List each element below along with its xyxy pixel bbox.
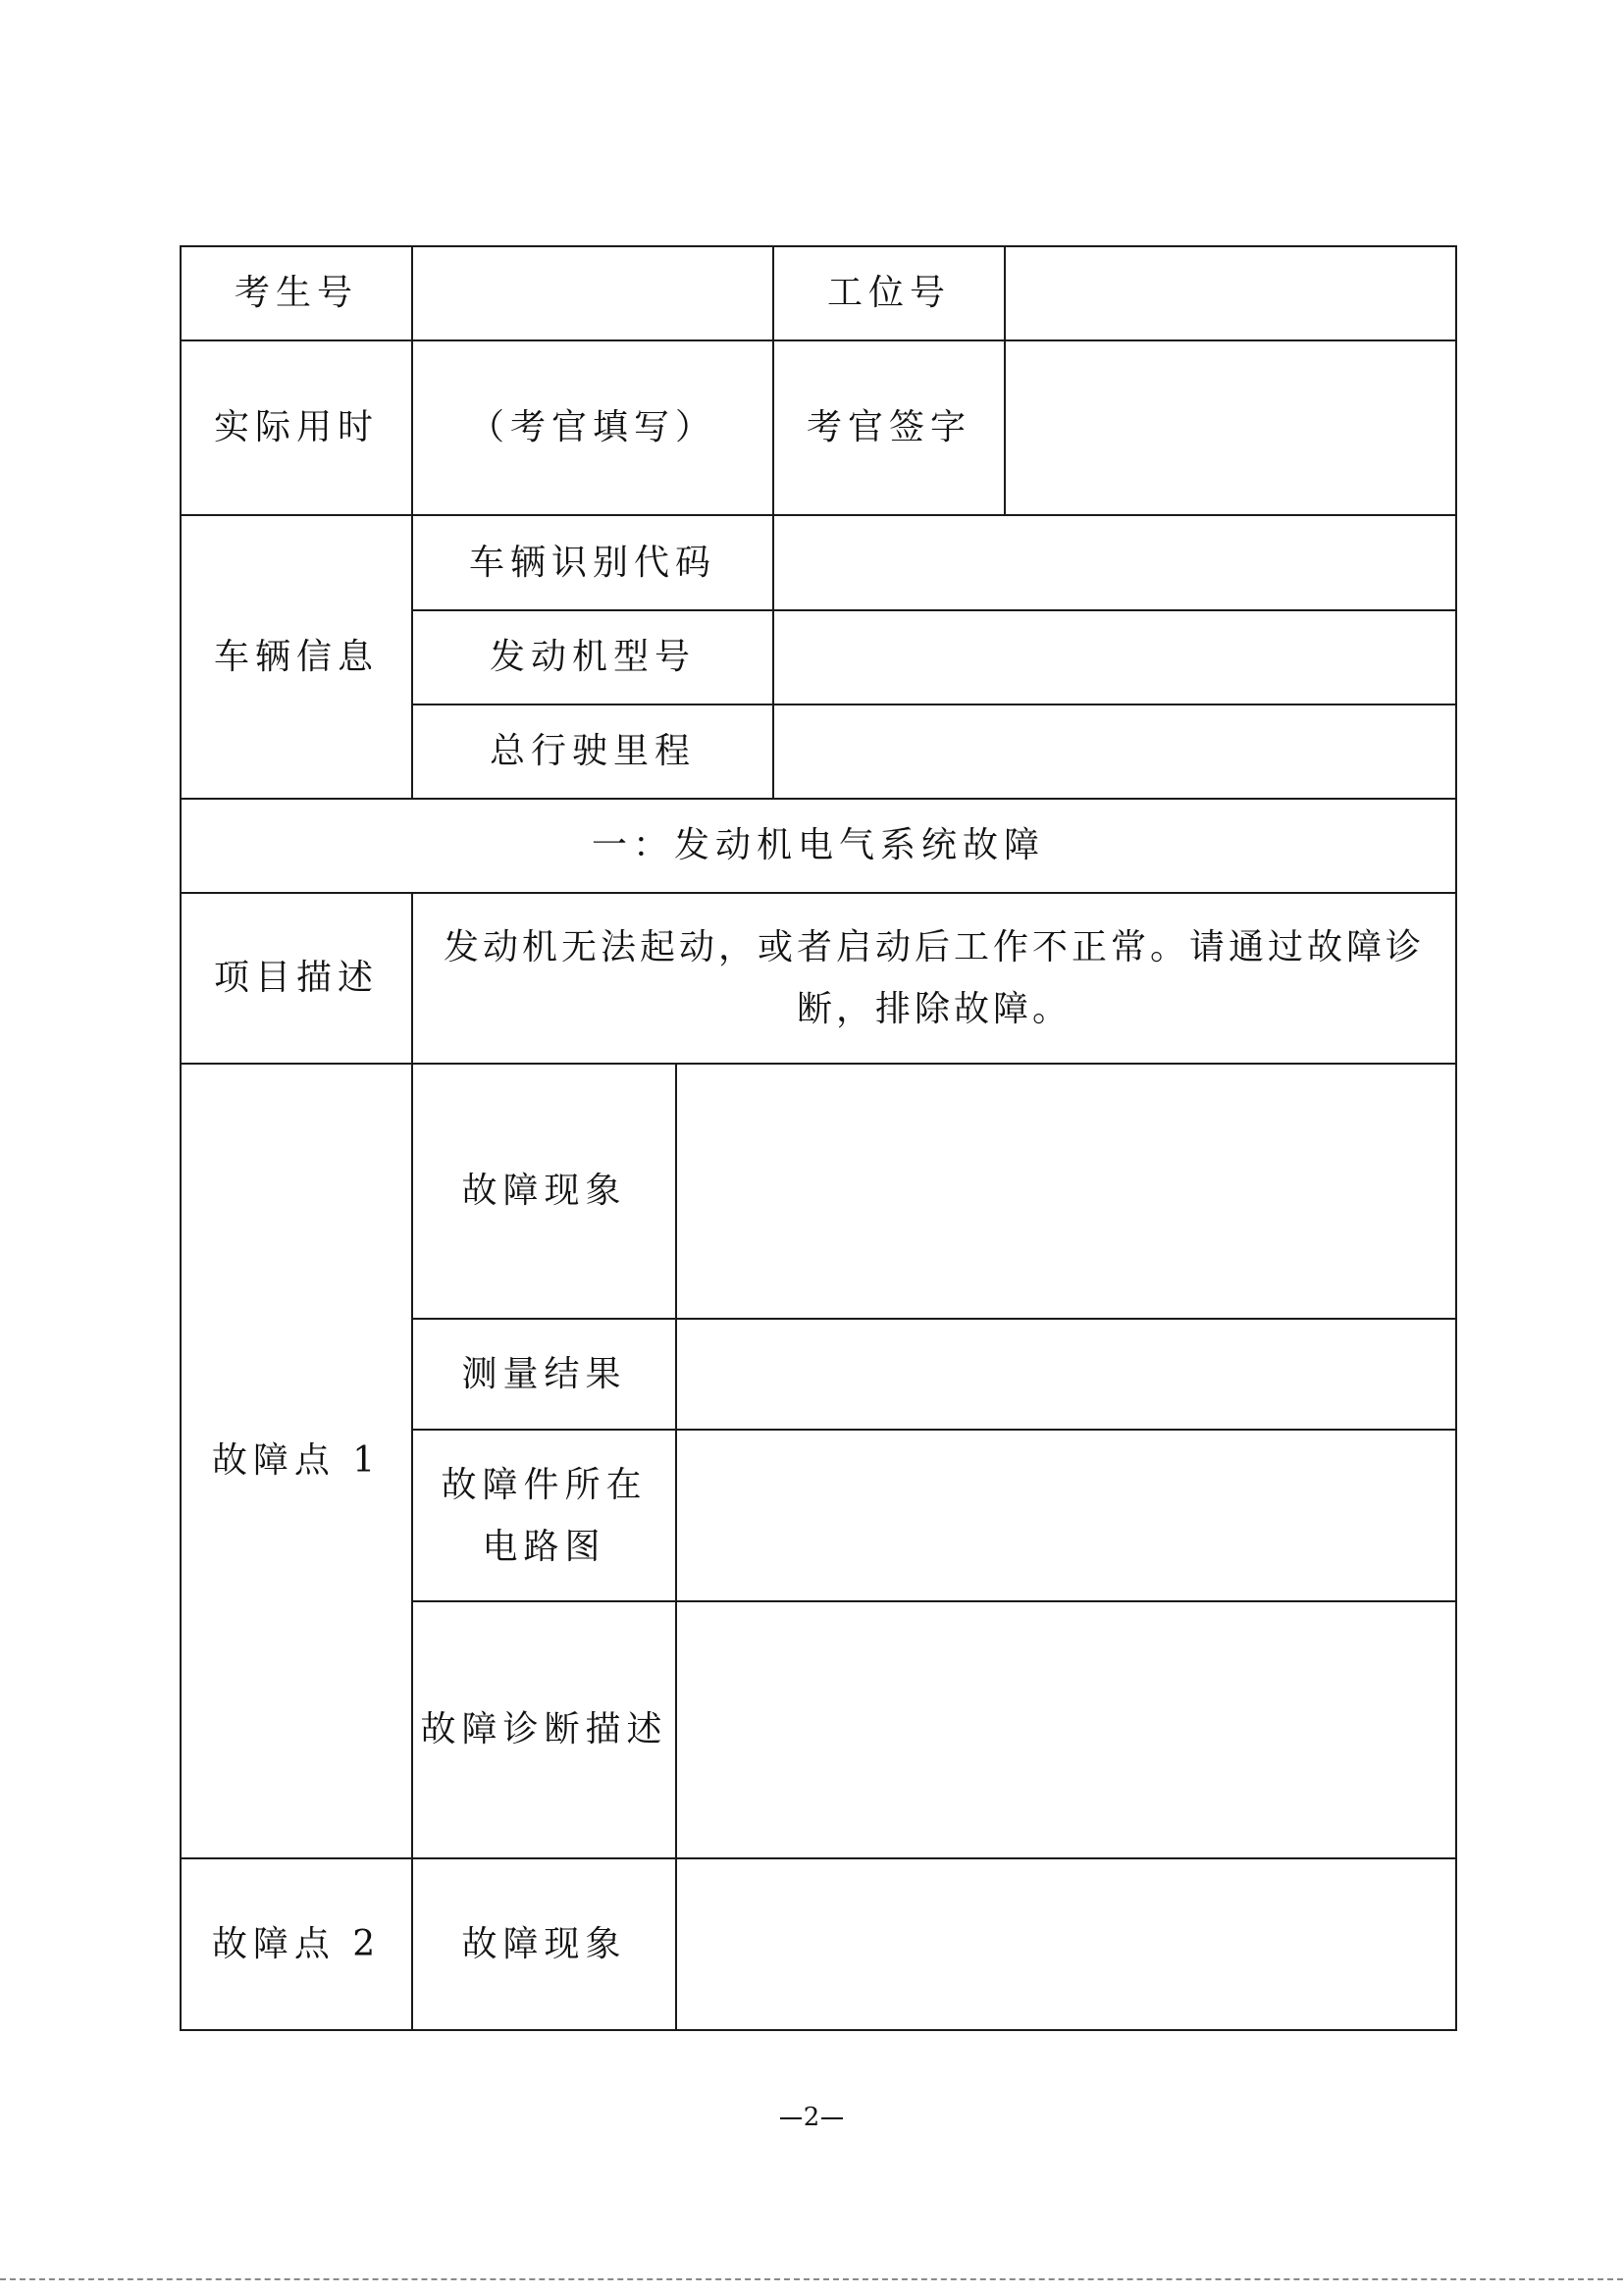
section-title-row [181, 799, 1456, 893]
vin-label: 车辆识别代码 [412, 515, 773, 610]
fault1-symptom-field[interactable] [676, 1064, 1456, 1319]
section-title: 一：发动机电气系统故障 [181, 799, 1456, 893]
vin-field[interactable] [773, 515, 1456, 610]
mileage-label: 总行驶里程 [412, 704, 773, 799]
fault2-symptom-label: 故障现象 [412, 1858, 676, 2030]
fault1-measurement-field[interactable] [676, 1319, 1456, 1430]
vin-row [181, 515, 1456, 610]
examiner-sign-label: 考官签字 [773, 340, 1005, 515]
fault2-symptom-row [181, 1858, 1456, 2030]
fault-point-1-label: 故障点 1 [181, 1064, 412, 1858]
candidate-no-field[interactable] [412, 246, 773, 340]
page-number-value: 2 [803, 2103, 820, 2132]
fault1-diagnosis-label: 故障诊断描述 [412, 1601, 676, 1858]
project-desc-label: 项目描述 [181, 893, 412, 1064]
project-desc-row [181, 893, 1456, 1064]
candidate-no-label: 考生号 [181, 246, 412, 340]
station-no-field[interactable] [1005, 246, 1456, 340]
exam-record-form [180, 245, 1457, 2031]
actual-time-label: 实际用时 [181, 340, 412, 515]
page-number-dash-right [821, 2117, 843, 2119]
bottom-scan-rule [0, 2278, 1623, 2280]
fault2-symptom-field[interactable] [676, 1858, 1456, 2030]
fault1-symptom-label: 故障现象 [412, 1064, 676, 1319]
page-number-dash-left [780, 2117, 802, 2119]
candidate-row [181, 246, 1456, 340]
page-number [0, 2103, 1623, 2132]
fault1-diagnosis-field[interactable] [676, 1601, 1456, 1858]
station-no-label: 工位号 [773, 246, 1005, 340]
fault1-circuit-label: 故障件所在电路图 [412, 1430, 676, 1601]
fault1-circuit-field[interactable] [676, 1430, 1456, 1601]
project-desc-text: 发动机无法起动，或者启动后工作不正常。请通过故障诊断，排除故障。 [412, 893, 1456, 1064]
engine-model-field[interactable] [773, 610, 1456, 704]
time-sign-row [181, 340, 1456, 515]
engine-model-label: 发动机型号 [412, 610, 773, 704]
examiner-sign-field[interactable] [1005, 340, 1456, 515]
fault1-measurement-label: 测量结果 [412, 1319, 676, 1430]
fault1-symptom-row [181, 1064, 1456, 1319]
actual-time-field[interactable]: （考官填写） [412, 340, 773, 515]
fault-point-2-label: 故障点 2 [181, 1858, 412, 2030]
mileage-field[interactable] [773, 704, 1456, 799]
vehicle-info-label: 车辆信息 [181, 515, 412, 799]
